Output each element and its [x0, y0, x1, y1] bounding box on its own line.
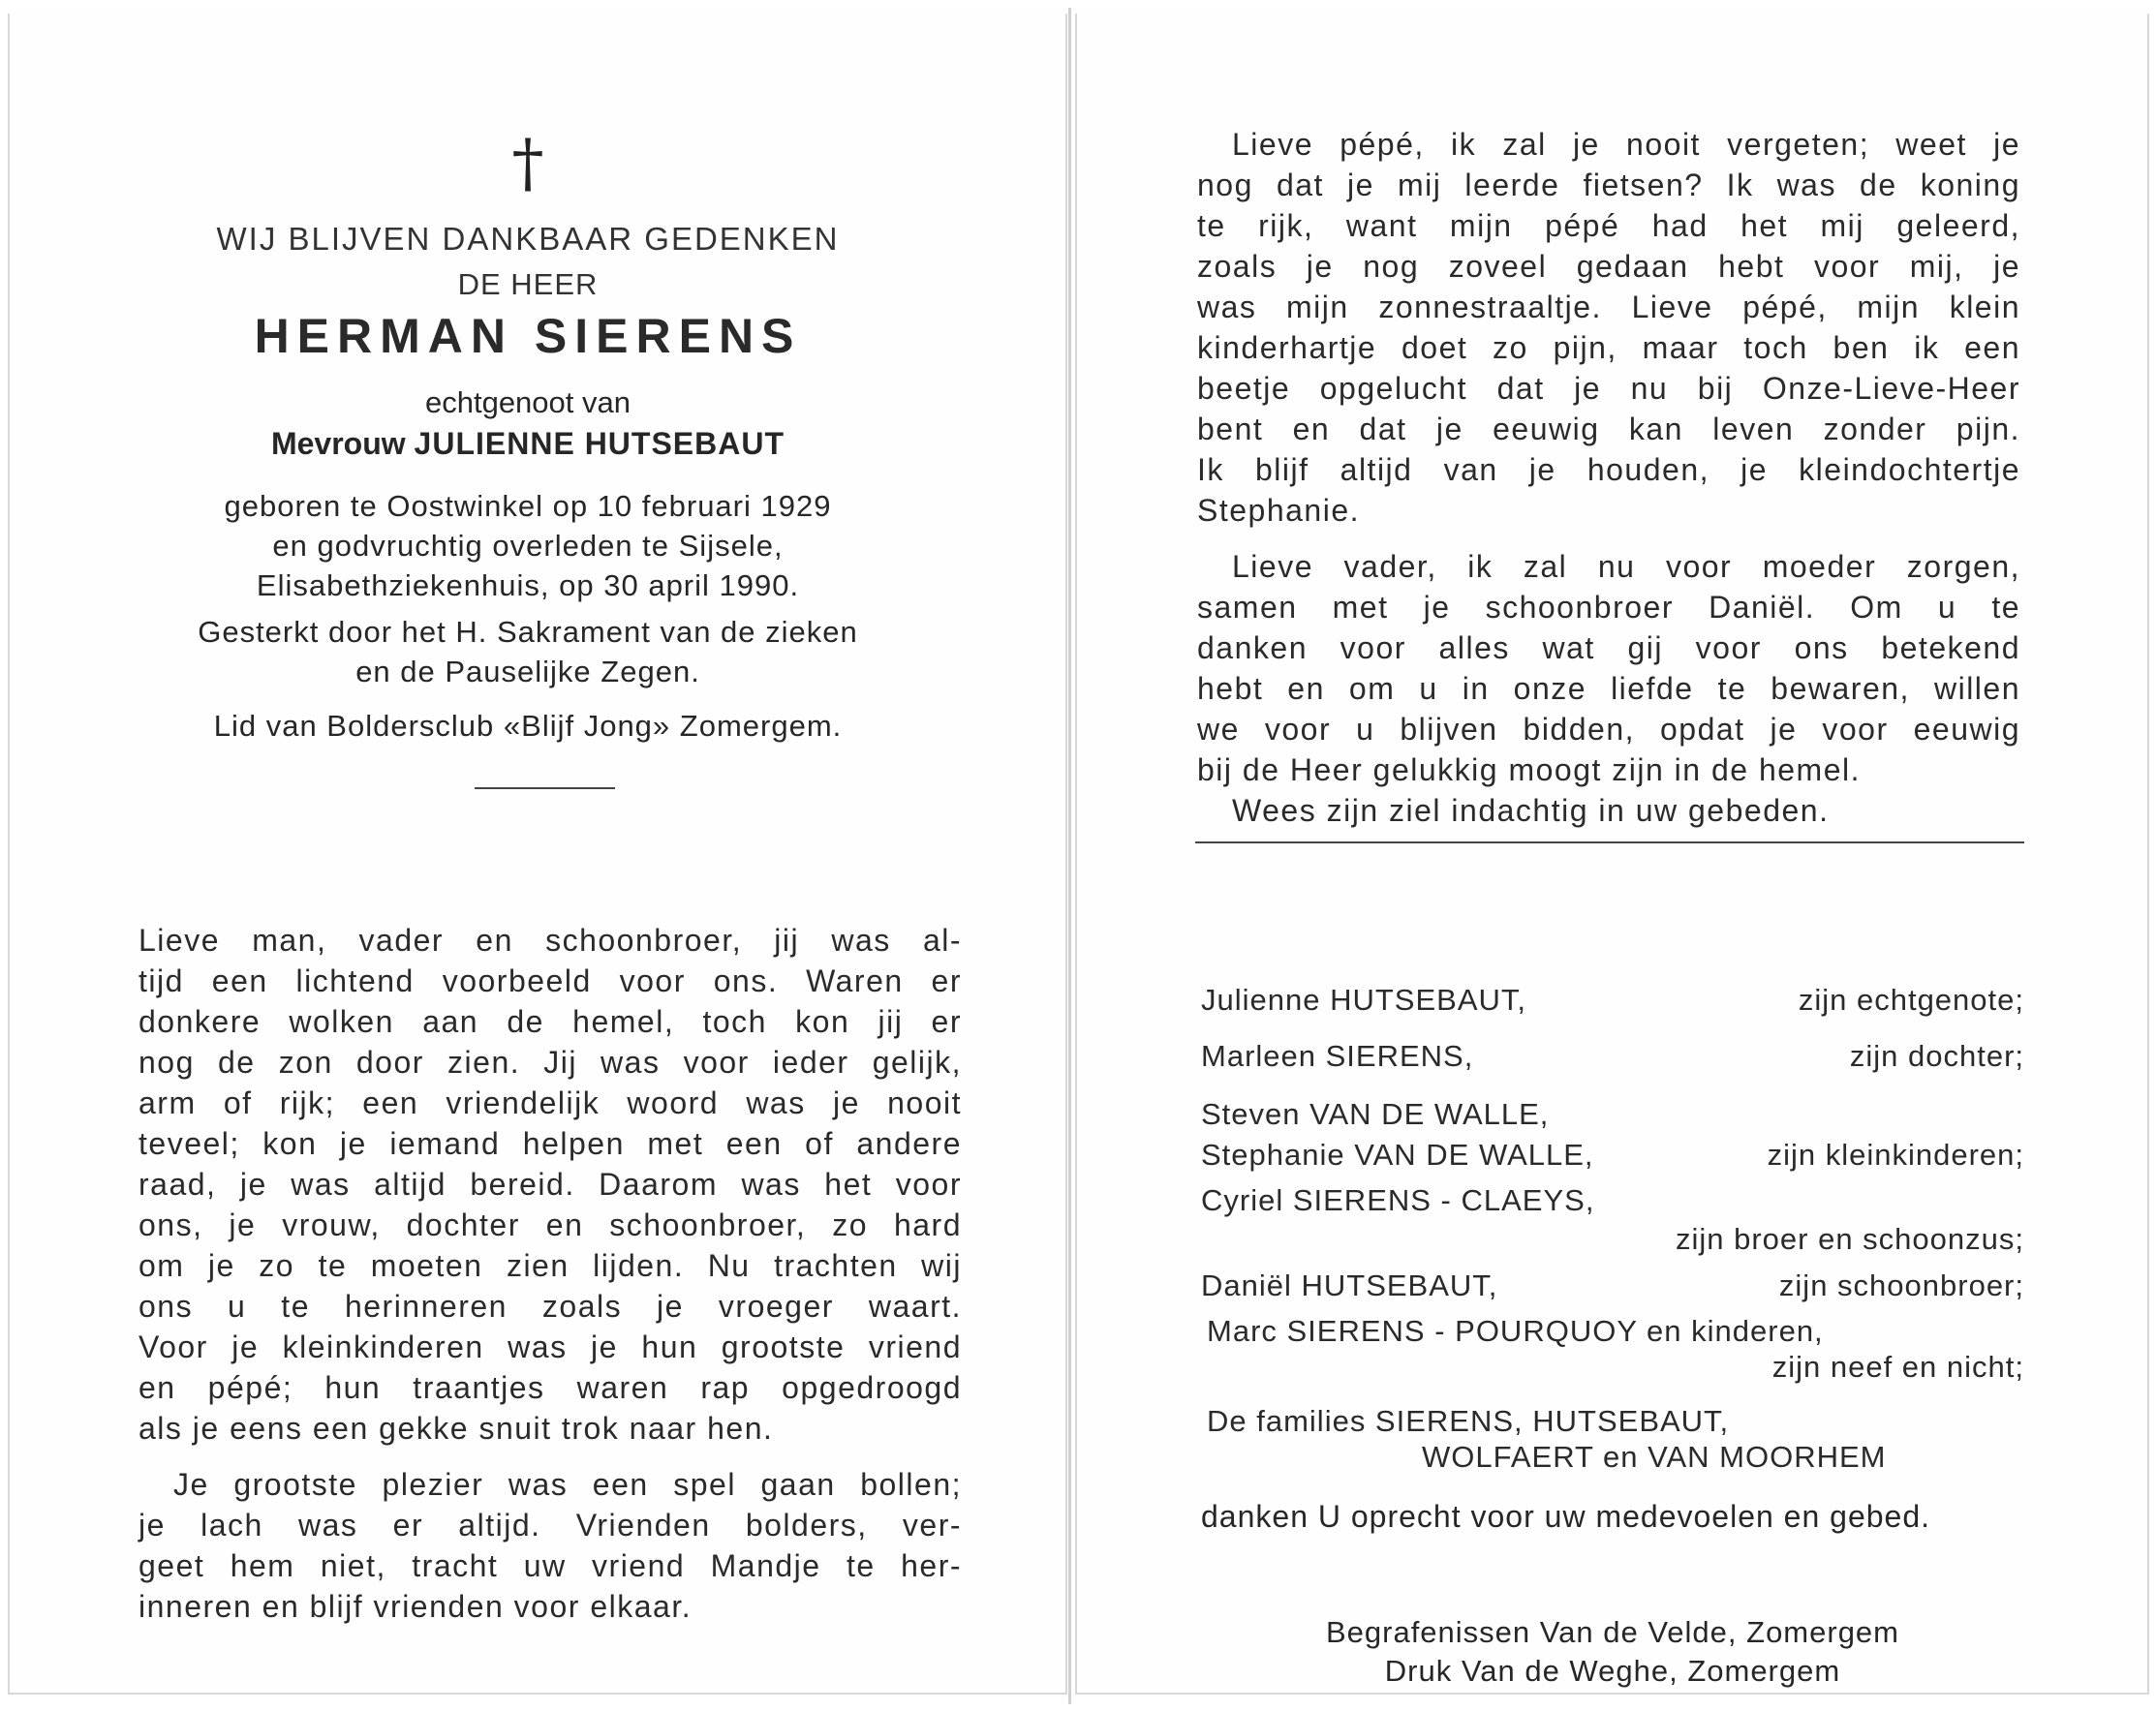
tribute-line: raad, je was altijd bereid. Daarom was het voor: [139, 1167, 962, 1202]
family-relation: zijn kleinkinderen;: [1767, 1138, 2024, 1172]
family-relation: zijn broer en schoonzus;: [1675, 1222, 2024, 1256]
honorific: DE HEER: [457, 267, 599, 301]
family-row: [1201, 1097, 2024, 1138]
heading: WIJ BLIJVEN DANKBAAR GEDENKEN: [216, 221, 840, 257]
family-row: [1201, 1268, 2024, 1309]
family-row: [1201, 1039, 2024, 1080]
tribute-line: ons, je vrouw, dochter en schoonbroer, zo hard: [139, 1207, 962, 1242]
life-line: Elisabethziekenhuis, op 30 april 1990.: [256, 568, 800, 602]
tribute-line: Lieve man, vader en schoonbroer, jij was al-: [139, 923, 962, 958]
daughter-line: hebt en om u in onze liefde te bewaren, willen: [1197, 671, 2020, 706]
family-name: Julienne HUTSEBAUT,: [1201, 983, 1527, 1017]
grandchild-line: te rijk, want mijn pépé had het mij geleerd,: [1197, 208, 2020, 243]
printer: Druk Van de Weghe, Zomergem: [1384, 1654, 1841, 1688]
grandchild-line: was mijn zonnestraaltje. Lieve pépé, mijn klein: [1197, 290, 2020, 324]
bolders-line: inneren en blijf vrienden voor elkaar.: [139, 1589, 693, 1624]
bolders-paragraph: [139, 1464, 962, 1627]
tribute-line: en pépé; hun traantjes waren rap opgedroogd: [139, 1370, 962, 1405]
family-name: Steven VAN DE WALLE,: [1201, 1097, 1550, 1131]
club-membership: Lid van Boldersclub «Blijf Jong» Zomergem.: [213, 709, 843, 743]
spouse-name: JULIENNE HUTSEBAUT: [414, 426, 785, 461]
tribute-line: tijd een lichtend voorbeeld voor ons. Waren er: [139, 963, 962, 998]
sacrament-line: Gesterkt door het H. Sakrament van de zieken: [198, 615, 858, 649]
card-fold: [1068, 8, 1071, 1704]
divider: [1195, 841, 2024, 843]
daughter-paragraph: [1197, 546, 2020, 831]
grandchild-paragraph: [1197, 124, 2020, 531]
daughter-line: danken voor alles wat gij voor ons betekend: [1197, 630, 2020, 665]
bolders-line: geet hem niet, tracht uw vriend Mandje te her-: [139, 1548, 962, 1583]
life-line: en godvruchtig overleden te Sijsele,: [272, 529, 784, 563]
family-row: [1201, 983, 2024, 1024]
family-relation: zijn echtgenote;: [1798, 983, 2024, 1017]
spouse-prefix: Mevrouw: [270, 426, 406, 461]
family-row: [1201, 1440, 2024, 1481]
family-row: [1201, 1222, 2024, 1263]
family-relation: zijn schoonbroer;: [1778, 1268, 2024, 1302]
life-line: geboren te Oostwinkel op 10 februari 1929: [224, 489, 832, 523]
family-relation: zijn neef en nicht;: [1771, 1350, 2024, 1384]
family-row: [1201, 1138, 2024, 1178]
grandchild-line: Ik blijf altijd van je houden, je kleindochtertje: [1197, 452, 2020, 487]
life-dates: [58, 486, 998, 605]
bolders-line: Je grootste plezier was een spel gaan bollen;: [173, 1467, 962, 1502]
spouse: [58, 426, 998, 462]
tribute-line: teveel; kon je iemand helpen met een of andere: [139, 1126, 962, 1161]
grandchild-line: Stephanie.: [1197, 493, 1361, 528]
tribute-line: nog de zon door zien. Jij was voor ieder gelijk,: [139, 1045, 962, 1080]
tribute-line: ons u te herinneren zoals je vroeger waart.: [139, 1289, 962, 1324]
family-name: Cyriel SIERENS - CLAEYS,: [1201, 1183, 1595, 1217]
family-name: Marleen SIERENS,: [1201, 1039, 1474, 1073]
tribute-paragraph: [139, 920, 962, 1449]
tribute-line: donkere wolken aan de hemel, toch kon jij er: [139, 1004, 962, 1039]
undertaker: Begrafenissen Van de Velde, Zomergem: [1325, 1615, 1900, 1649]
tribute-line: als je eens een gekke snuit trok naar hen.: [139, 1411, 774, 1446]
family-row: [1201, 1404, 2024, 1445]
family-name: Stephanie VAN DE WALLE,: [1201, 1138, 1594, 1172]
spouse-label: echtgenoot van: [424, 385, 631, 419]
daughter-line: samen met je schoonbroer Daniël. Om u te: [1197, 590, 2020, 625]
grandchild-line: Lieve pépé, ik zal je nooit vergeten; weet je: [1232, 127, 2020, 162]
family-row: [1201, 1314, 2024, 1355]
cross-symbol: †: [511, 126, 544, 200]
daughter-line: bij de Heer gelukkig moogt zijn in de hemel.: [1197, 752, 1861, 787]
grandchild-line: beetje opgelucht dat je nu bij Onze-Lieve-Heer: [1197, 371, 2020, 406]
tribute-line: Voor je kleinkinderen was je hun grootste vriend: [139, 1329, 962, 1364]
grandchild-line: kinderhartje doet zo pijn, maar toch ben ik een: [1197, 330, 2020, 365]
daughter-line: Lieve vader, ik zal nu voor moeder zorgen,: [1232, 549, 2020, 584]
deceased-name: HERMAN SIERENS: [254, 309, 802, 363]
daughter-line: Wees zijn ziel indachtig in uw gebeden.: [1232, 793, 1830, 828]
tribute-line: om je zo te moeten zien lijden. Nu trachten wij: [139, 1248, 962, 1283]
family-name: WOLFAERT en VAN MOORHEM: [1422, 1440, 1887, 1474]
family-name: De families SIERENS, HUTSEBAUT,: [1207, 1404, 1730, 1438]
sacrament-line: en de Pauselijke Zegen.: [355, 655, 700, 688]
sacrament-text: [58, 612, 998, 691]
tribute-line: arm of rijk; een vriendelijk woord was je nooit: [139, 1085, 962, 1120]
family-row: [1201, 1183, 2024, 1224]
family-name: Marc SIERENS - POURQUOY en kinderen,: [1207, 1314, 1824, 1348]
thanks-line: danken U oprecht voor uw medevoelen en gebed.: [1201, 1499, 1931, 1534]
bolders-line: je lach was er altijd. Vrienden bolders, ver-: [139, 1508, 962, 1543]
divider: [475, 787, 615, 789]
grandchild-line: bent en dat je eeuwig kan leven zonder pijn.: [1197, 412, 2020, 446]
family-name: Daniël HUTSEBAUT,: [1201, 1268, 1498, 1302]
family-relation: zijn dochter;: [1849, 1039, 2024, 1073]
grandchild-line: nog dat je mij leerde fietsen? Ik was de koning: [1197, 168, 2020, 202]
grandchild-line: zoals je nog zoveel gedaan hebt voor mij, je: [1197, 249, 2020, 284]
family-row: [1201, 1350, 2024, 1390]
daughter-line: we voor u blijven bidden, opdat je voor eeuwig: [1197, 712, 2020, 747]
